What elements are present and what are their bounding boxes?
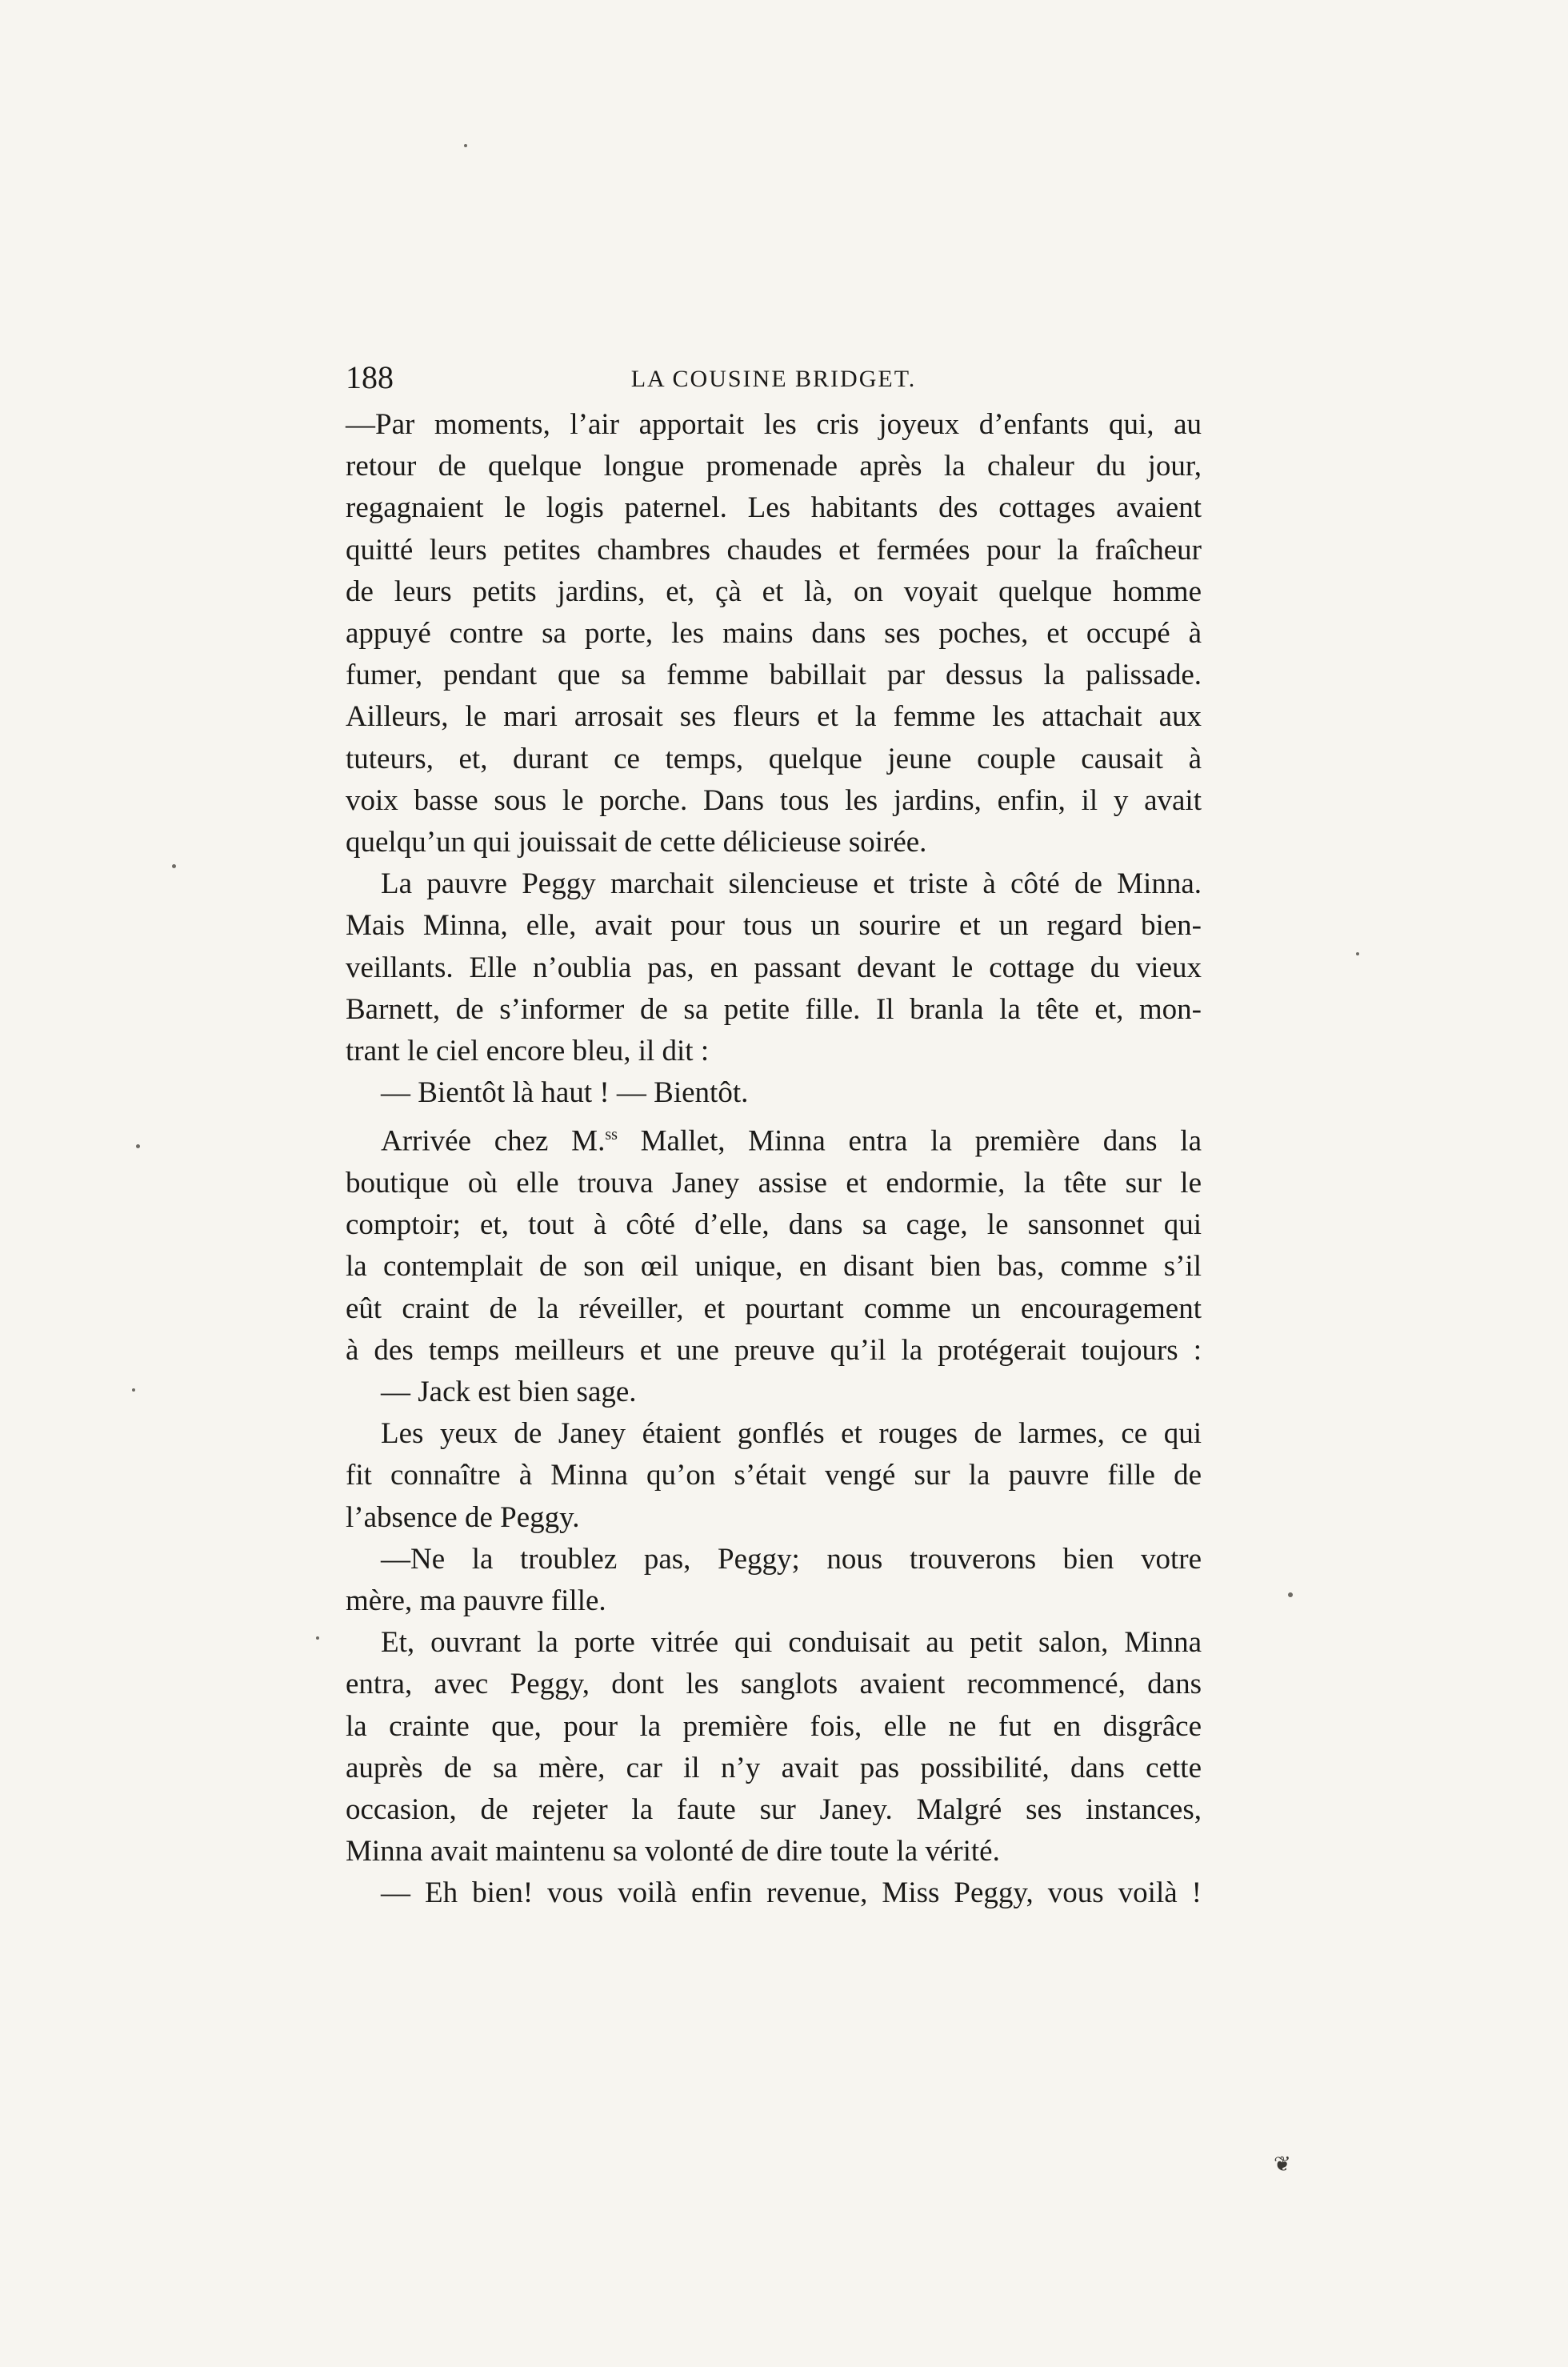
text-line: La pauvre Peggy marchait silencieuse et triste à côté de Minna. (381, 867, 1202, 901)
text-line: la crainte que, pour la première fois, elle ne fut en disgrâce (346, 1709, 1202, 1743)
running-title: LA COUSINE BRIDGET. (630, 366, 917, 392)
text-line: — Eh bien! vous voilà enfin revenue, Miss Peggy, vous voilà ! (381, 1876, 1202, 1910)
scan-speck (136, 1144, 140, 1148)
text-line: de leurs petits jardins, et, çà et là, on voyait quelque homme (346, 575, 1202, 608)
text-line: occasion, de rejeter la faute sur Janey. Malgré ses instances, (346, 1793, 1202, 1827)
text-line: — Jack est bien sage. (381, 1376, 637, 1408)
text-run: Mallet, Minna entra la première dans la (617, 1124, 1202, 1158)
text-line: regagnaient le logis paternel. Les habitants des cottages avaient (346, 491, 1202, 525)
text-line: Ailleurs, le mari arrosait ses fleurs et la femme les attachait aux (346, 700, 1202, 734)
text-line: la contemplait de son œil unique, en disant bien bas, comme s’il (346, 1250, 1202, 1284)
page-number: 188 (346, 359, 394, 395)
text-line: Barnett, de s’informer de sa petite fille. Il branla la tête et, mon- (346, 992, 1202, 1026)
text-line: fumer, pendant que sa femme babillait par dessus la palissade. (346, 659, 1202, 692)
text-line: veillants. Elle n’oublia pas, en passant devant le cottage du vieux (346, 951, 1202, 984)
text-line: voix basse sous le porche. Dans tous les jardins, enfin, il y avait (346, 783, 1202, 817)
text-line: —Par moments, l’air apportait les cris joyeux d’enfants qui, au (346, 408, 1202, 441)
text-line: —Ne la troublez pas, Peggy; nous trouverons bien votre (381, 1542, 1202, 1576)
text-line: Minna avait maintenu sa volonté de dire toute la vérité. (346, 1835, 1000, 1868)
text-line: trant le ciel encore bleu, il dit : (346, 1035, 710, 1068)
superscript: ss (605, 1126, 618, 1144)
text-line: fit connaître à Minna qu’on s’était vengé sur la pauvre fille de (346, 1459, 1202, 1492)
body-text (346, 404, 1202, 1915)
text-line: mère, ma pauvre fille. (346, 1584, 606, 1618)
scan-speck (172, 864, 176, 868)
text-line: entra, avec Peggy, dont les sanglots avaient recommencé, dans (346, 1668, 1202, 1701)
text-line (346, 1114, 1202, 1163)
text-line: tuteurs, et, durant ce temps, quelque jeune couple causait à (346, 742, 1202, 775)
text-line: auprès de sa mère, car il n’y avait pas possibilité, dans cette (346, 1751, 1202, 1784)
text-line: — Bientôt là haut ! — Bientôt. (381, 1076, 749, 1110)
text-line: Les yeux de Janey étaient gonflés et rouges de larmes, ce qui (381, 1417, 1202, 1451)
text-run: Arrivée chez M. (381, 1124, 606, 1158)
ornament-icon: ❦ (1274, 2153, 1291, 2177)
scan-speck (464, 144, 467, 147)
text-line: comptoir; et, tout à côté d’elle, dans sa cage, le sansonnet qui (346, 1208, 1202, 1242)
text-line: retour de quelque longue promenade après la chaleur du jour, (346, 450, 1202, 483)
text-line: appuyé contre sa porte, les mains dans ses poches, et occupé à (346, 617, 1202, 651)
text-line: quitté leurs petites chambres chaudes et fermées pour la fraîcheur (346, 533, 1202, 567)
scan-speck (1288, 1592, 1293, 1597)
text-line: Et, ouvrant la porte vitrée qui conduisait au petit salon, Minna (381, 1626, 1202, 1660)
text-line: boutique où elle trouva Janey assise et endormie, la tête sur le (346, 1166, 1202, 1200)
text-line: à des temps meilleurs et une preuve qu’il la protégerait toujours : (346, 1333, 1202, 1367)
page-header (346, 357, 1202, 399)
text-line: quelqu’un qui jouissait de cette délicieuse soirée. (346, 826, 927, 859)
text-line: l’absence de Peggy. (346, 1500, 580, 1534)
text-line: Mais Minna, elle, avait pour tous un sourire et un regard bien- (346, 909, 1202, 943)
scan-speck (132, 1388, 135, 1392)
scan-speck (316, 1636, 319, 1640)
scan-speck (1356, 952, 1359, 955)
text-line: eût craint de la réveiller, et pourtant comme un encouragement (346, 1292, 1202, 1325)
